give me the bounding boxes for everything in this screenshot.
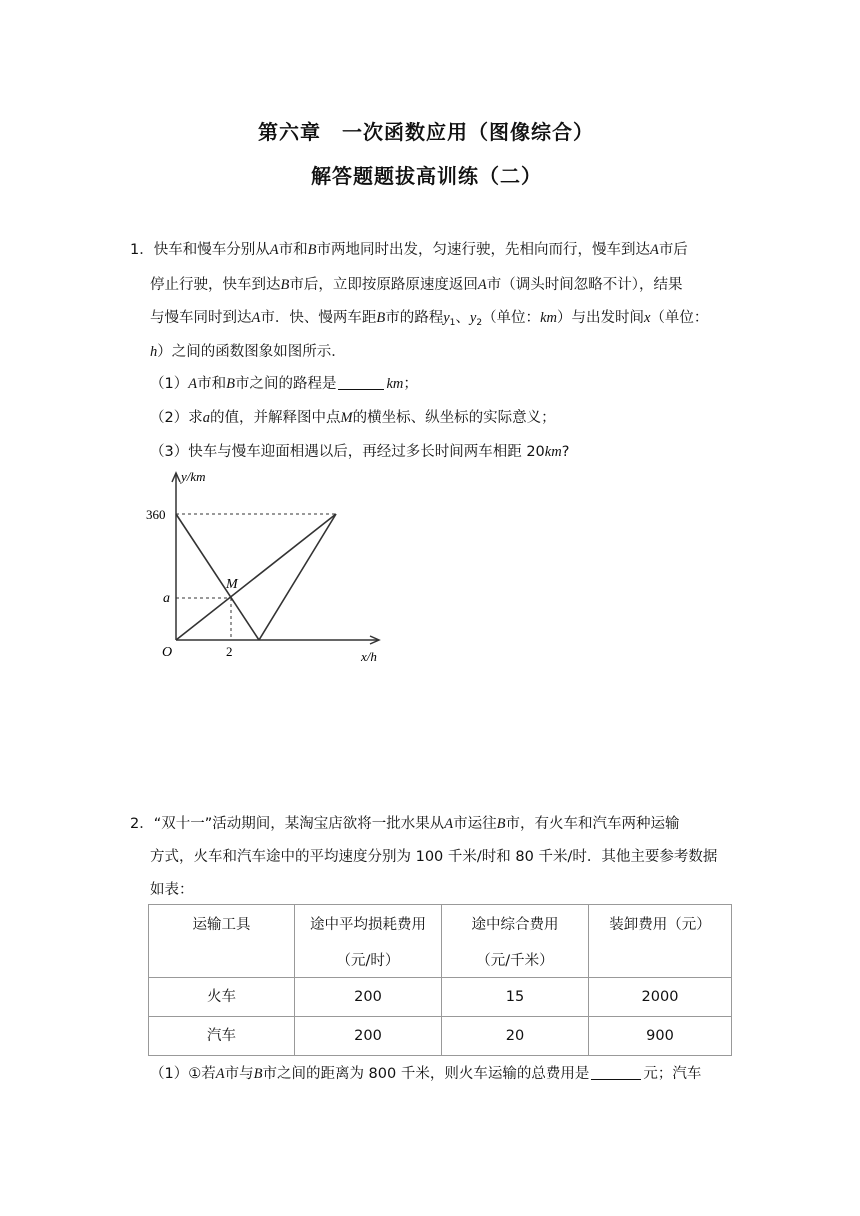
q2-number: 2．	[130, 816, 154, 832]
y-axis-label: y/km	[181, 469, 206, 484]
x-axis-label: x/h	[361, 649, 377, 664]
table-cell: 汽车	[149, 1017, 295, 1056]
table-header-cell: 途中综合费用 （元/千米）	[442, 905, 589, 978]
chapter-title: 第六章 一次函数应用（图像综合）	[258, 120, 594, 144]
table-cell: 200	[295, 978, 442, 1017]
origin-label: O	[162, 645, 173, 660]
table-row	[149, 978, 732, 1017]
table-cell: 2000	[589, 978, 732, 1017]
q2-line-2: 方式，火车和汽车途中的平均速度分别为 100 千米/时和 80 千米/时．其他主要参考数据	[150, 849, 718, 865]
table-cell: 15	[442, 978, 589, 1017]
answer-blank[interactable]	[591, 1066, 641, 1080]
table-row	[149, 1017, 732, 1056]
q2-line-1: 2．“双十一”活动期间，某淘宝店欲将一批水果从A市运往B市，有火车和汽车两种运输	[130, 816, 680, 832]
table-cell: 900	[589, 1017, 732, 1056]
table-header-cell: 途中平均损耗费用 （元/时）	[295, 905, 442, 978]
fast-car-line-going	[176, 514, 259, 640]
table-cell: 20	[442, 1017, 589, 1056]
slow-car-line	[176, 514, 336, 640]
q1-line-4: h）之间的函数图象如图所示．	[150, 344, 346, 360]
q1-part-1: （1）A市和B市之间的路程是 km；	[150, 376, 418, 392]
table-cell: 火车	[149, 978, 295, 1017]
table-header-row	[149, 905, 732, 978]
point-m-label: M	[226, 577, 238, 592]
y-tick-a: a	[163, 591, 170, 606]
q2-part-1: （1）①若A市与B市之间的距离为 800 千米，则火车运输的总费用是 元；汽车	[150, 1066, 702, 1082]
q1-part-2: （2）求a的值，并解释图中点M的横坐标、纵坐标的实际意义；	[150, 410, 556, 426]
q1-part-3: （3）快车与慢车迎面相遇以后，再经过多长时间两车相距 20km?	[150, 444, 570, 460]
table-header-cell: 运输工具	[149, 905, 295, 978]
y-tick-360: 360	[146, 507, 166, 522]
q1-number: 1．	[130, 242, 154, 258]
table-header-cell: 装卸费用（元）	[589, 905, 732, 978]
x-tick-2: 2	[226, 644, 233, 659]
table-cell: 200	[295, 1017, 442, 1056]
section-title: 解答题题拔高训练（二）	[311, 164, 542, 188]
q1-line-1: 1．快车和慢车分别从A市和B市两地同时出发，匀速行驶，先相向而行，慢车到达A市后	[130, 242, 688, 258]
q2-line-3: 如表：	[150, 882, 194, 898]
reference-table	[148, 904, 732, 1056]
fast-car-line-return	[259, 514, 336, 640]
q1-line-3: 与慢车同时到达A市．快、慢两车距B市的路程$y_1$、$y_2$（单位：km）与出发时间x（单位：	[150, 310, 709, 328]
q1-line-2: 停止行驶，快车到达B市后，立即按原路原速度返回A市（调头时间忽略不计），结果	[150, 277, 683, 293]
